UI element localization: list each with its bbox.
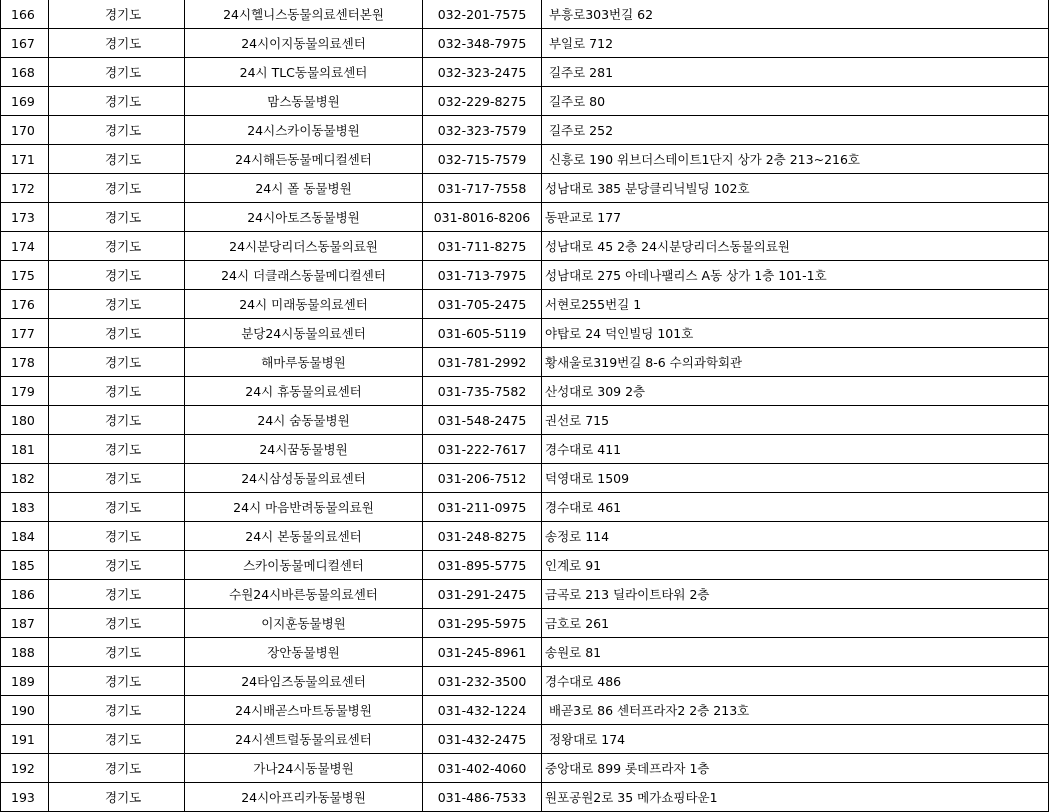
region-cell: 경기도 — [49, 435, 185, 464]
hospital-name-cell: 24시아토즈동물병원 — [185, 203, 423, 232]
region-cell: 경기도 — [49, 290, 185, 319]
hospital-name-cell: 24시 본동물의료센터 — [185, 522, 423, 551]
region-cell: 경기도 — [49, 754, 185, 783]
phone-cell: 031-432-2475 — [423, 725, 542, 754]
hospital-name-cell: 24시 휴동물의료센터 — [185, 377, 423, 406]
address-cell: 금곡로 213 딜라이트타워 2층 — [542, 580, 1049, 609]
phone-cell: 031-245-8961 — [423, 638, 542, 667]
row-number: 189 — [1, 667, 49, 696]
region-cell: 경기도 — [49, 87, 185, 116]
table-row — [1, 406, 1049, 435]
hospital-name-cell: 24시이지동물의료센터 — [185, 29, 423, 58]
region-cell: 경기도 — [49, 522, 185, 551]
region-cell: 경기도 — [49, 783, 185, 812]
row-number: 167 — [1, 29, 49, 58]
row-number: 179 — [1, 377, 49, 406]
region-cell: 경기도 — [49, 348, 185, 377]
address-cell: 서현로255번길 1 — [542, 290, 1049, 319]
row-number: 180 — [1, 406, 49, 435]
hospital-name-cell: 장안동물병원 — [185, 638, 423, 667]
row-number: 176 — [1, 290, 49, 319]
phone-cell: 031-711-8275 — [423, 232, 542, 261]
row-number: 168 — [1, 58, 49, 87]
table-row — [1, 522, 1049, 551]
table-row — [1, 667, 1049, 696]
phone-cell: 031-222-7617 — [423, 435, 542, 464]
address-cell: 권선로 715 — [542, 406, 1049, 435]
address-cell: 길주로 281 — [542, 58, 1049, 87]
row-number: 193 — [1, 783, 49, 812]
address-cell: 산성대로 309 2층 — [542, 377, 1049, 406]
phone-cell: 031-705-2475 — [423, 290, 542, 319]
phone-cell: 032-323-7579 — [423, 116, 542, 145]
address-cell: 부일로 712 — [542, 29, 1049, 58]
region-cell: 경기도 — [49, 203, 185, 232]
table-row — [1, 348, 1049, 377]
row-number: 192 — [1, 754, 49, 783]
row-number: 170 — [1, 116, 49, 145]
table-row — [1, 87, 1049, 116]
row-number: 174 — [1, 232, 49, 261]
hospital-name-cell: 분당24시동물의료센터 — [185, 319, 423, 348]
row-number: 173 — [1, 203, 49, 232]
phone-cell: 031-206-7512 — [423, 464, 542, 493]
address-cell: 신흥로 190 위브더스테이트1단지 상가 2층 213~216호 — [542, 145, 1049, 174]
hospital-name-cell: 해마루동물병원 — [185, 348, 423, 377]
address-cell: 황새울로319번길 8-6 수의과학회관 — [542, 348, 1049, 377]
table-row — [1, 58, 1049, 87]
row-number: 186 — [1, 580, 49, 609]
hospital-name-cell: 24시 마음반려동물의료원 — [185, 493, 423, 522]
row-number: 172 — [1, 174, 49, 203]
hospital-name-cell: 스카이동물메디컬센터 — [185, 551, 423, 580]
row-number: 171 — [1, 145, 49, 174]
region-cell: 경기도 — [49, 638, 185, 667]
address-cell: 중앙대로 899 롯데프라자 1층 — [542, 754, 1049, 783]
table-row — [1, 203, 1049, 232]
hospital-name-cell: 24시센트럴동물의료센터 — [185, 725, 423, 754]
table-row — [1, 261, 1049, 290]
region-cell: 경기도 — [49, 174, 185, 203]
phone-cell: 032-348-7975 — [423, 29, 542, 58]
region-cell: 경기도 — [49, 406, 185, 435]
row-number: 181 — [1, 435, 49, 464]
row-number: 178 — [1, 348, 49, 377]
address-cell: 동판교로 177 — [542, 203, 1049, 232]
address-cell: 성남대로 385 분당클리닉빌딩 102호 — [542, 174, 1049, 203]
table-body — [1, 0, 1049, 812]
phone-cell: 031-781-2992 — [423, 348, 542, 377]
address-cell: 덕영대로 1509 — [542, 464, 1049, 493]
hospital-name-cell: 24시 폴 동물병원 — [185, 174, 423, 203]
table-row — [1, 0, 1049, 29]
region-cell: 경기도 — [49, 377, 185, 406]
phone-cell: 031-735-7582 — [423, 377, 542, 406]
address-cell: 금호로 261 — [542, 609, 1049, 638]
table-row — [1, 638, 1049, 667]
address-cell: 인계로 91 — [542, 551, 1049, 580]
row-number: 169 — [1, 87, 49, 116]
phone-cell: 032-715-7579 — [423, 145, 542, 174]
phone-cell: 032-229-8275 — [423, 87, 542, 116]
row-number: 188 — [1, 638, 49, 667]
region-cell: 경기도 — [49, 58, 185, 87]
address-cell: 송원로 81 — [542, 638, 1049, 667]
address-cell: 원포공원2로 35 메가쇼핑타운1 — [542, 783, 1049, 812]
phone-cell: 031-895-5775 — [423, 551, 542, 580]
table-row — [1, 493, 1049, 522]
table-row — [1, 319, 1049, 348]
phone-cell: 031-211-0975 — [423, 493, 542, 522]
row-number: 166 — [1, 0, 49, 29]
table-row — [1, 783, 1049, 812]
region-cell: 경기도 — [49, 232, 185, 261]
phone-cell: 031-295-5975 — [423, 609, 542, 638]
hospital-name-cell: 맘스동물병원 — [185, 87, 423, 116]
hospital-name-cell: 수원24시바른동물의료센터 — [185, 580, 423, 609]
hospital-name-cell: 24시삼성동물의료센터 — [185, 464, 423, 493]
region-cell: 경기도 — [49, 261, 185, 290]
row-number: 183 — [1, 493, 49, 522]
region-cell: 경기도 — [49, 551, 185, 580]
phone-cell: 031-713-7975 — [423, 261, 542, 290]
hospital-name-cell: 24시해든동물메디컬센터 — [185, 145, 423, 174]
address-cell: 경수대로 486 — [542, 667, 1049, 696]
row-number: 175 — [1, 261, 49, 290]
region-cell: 경기도 — [49, 696, 185, 725]
table-row — [1, 145, 1049, 174]
address-cell: 야탑로 24 덕인빌딩 101호 — [542, 319, 1049, 348]
hospital-name-cell: 24타임즈동물의료센터 — [185, 667, 423, 696]
region-cell: 경기도 — [49, 580, 185, 609]
phone-cell: 032-201-7575 — [423, 0, 542, 29]
hospital-name-cell: 24시아프리카동물병원 — [185, 783, 423, 812]
table-row — [1, 696, 1049, 725]
hospital-name-cell: 24시 숨동물병원 — [185, 406, 423, 435]
row-number: 184 — [1, 522, 49, 551]
hospital-name-cell: 24시분당리더스동물의료원 — [185, 232, 423, 261]
table-row — [1, 580, 1049, 609]
region-cell: 경기도 — [49, 609, 185, 638]
row-number: 177 — [1, 319, 49, 348]
address-cell: 성남대로 275 아데나팰리스 A동 상가 1층 101-1호 — [542, 261, 1049, 290]
phone-cell: 031-402-4060 — [423, 754, 542, 783]
table-row — [1, 232, 1049, 261]
region-cell: 경기도 — [49, 116, 185, 145]
table-row — [1, 29, 1049, 58]
address-cell: 길주로 252 — [542, 116, 1049, 145]
hospital-name-cell: 24시 미래동물의료센터 — [185, 290, 423, 319]
row-number: 182 — [1, 464, 49, 493]
row-number: 190 — [1, 696, 49, 725]
phone-cell: 031-432-1224 — [423, 696, 542, 725]
phone-cell: 031-8016-8206 — [423, 203, 542, 232]
table-row — [1, 609, 1049, 638]
region-cell: 경기도 — [49, 0, 185, 29]
row-number: 187 — [1, 609, 49, 638]
region-cell: 경기도 — [49, 725, 185, 754]
address-cell: 성남대로 45 2층 24시분당리더스동물의료원 — [542, 232, 1049, 261]
table-row — [1, 290, 1049, 319]
phone-cell: 031-717-7558 — [423, 174, 542, 203]
address-cell: 정왕대로 174 — [542, 725, 1049, 754]
hospital-name-cell: 24시헬니스동물의료센터본원 — [185, 0, 423, 29]
table-row — [1, 464, 1049, 493]
region-cell: 경기도 — [49, 29, 185, 58]
hospital-name-cell: 24시 TLC동물의료센터 — [185, 58, 423, 87]
hospital-name-cell: 24시꿈동물병원 — [185, 435, 423, 464]
row-number: 191 — [1, 725, 49, 754]
table-row — [1, 174, 1049, 203]
address-cell: 배곧3로 86 센터프라자2 2층 213호 — [542, 696, 1049, 725]
phone-cell: 031-291-2475 — [423, 580, 542, 609]
address-cell: 부흥로303번길 62 — [542, 0, 1049, 29]
region-cell: 경기도 — [49, 145, 185, 174]
hospital-name-cell: 이지훈동물병원 — [185, 609, 423, 638]
table-row — [1, 377, 1049, 406]
phone-cell: 031-548-2475 — [423, 406, 542, 435]
table-row — [1, 754, 1049, 783]
address-cell: 경수대로 411 — [542, 435, 1049, 464]
phone-cell: 031-486-7533 — [423, 783, 542, 812]
phone-cell: 031-248-8275 — [423, 522, 542, 551]
row-number: 185 — [1, 551, 49, 580]
phone-cell: 032-323-2475 — [423, 58, 542, 87]
address-cell: 송정로 114 — [542, 522, 1049, 551]
region-cell: 경기도 — [49, 319, 185, 348]
phone-cell: 031-605-5119 — [423, 319, 542, 348]
hospital-name-cell: 24시 더클래스동물메디컬센터 — [185, 261, 423, 290]
table-row — [1, 551, 1049, 580]
region-cell: 경기도 — [49, 667, 185, 696]
hospital-name-cell: 24시스카이동물병원 — [185, 116, 423, 145]
region-cell: 경기도 — [49, 493, 185, 522]
region-cell: 경기도 — [49, 464, 185, 493]
table-row — [1, 116, 1049, 145]
address-cell: 길주로 80 — [542, 87, 1049, 116]
hospital-name-cell: 가나24시동물병원 — [185, 754, 423, 783]
address-cell: 경수대로 461 — [542, 493, 1049, 522]
hospital-name-cell: 24시배곧스마트동물병원 — [185, 696, 423, 725]
table-row — [1, 435, 1049, 464]
table-row — [1, 725, 1049, 754]
phone-cell: 031-232-3500 — [423, 667, 542, 696]
